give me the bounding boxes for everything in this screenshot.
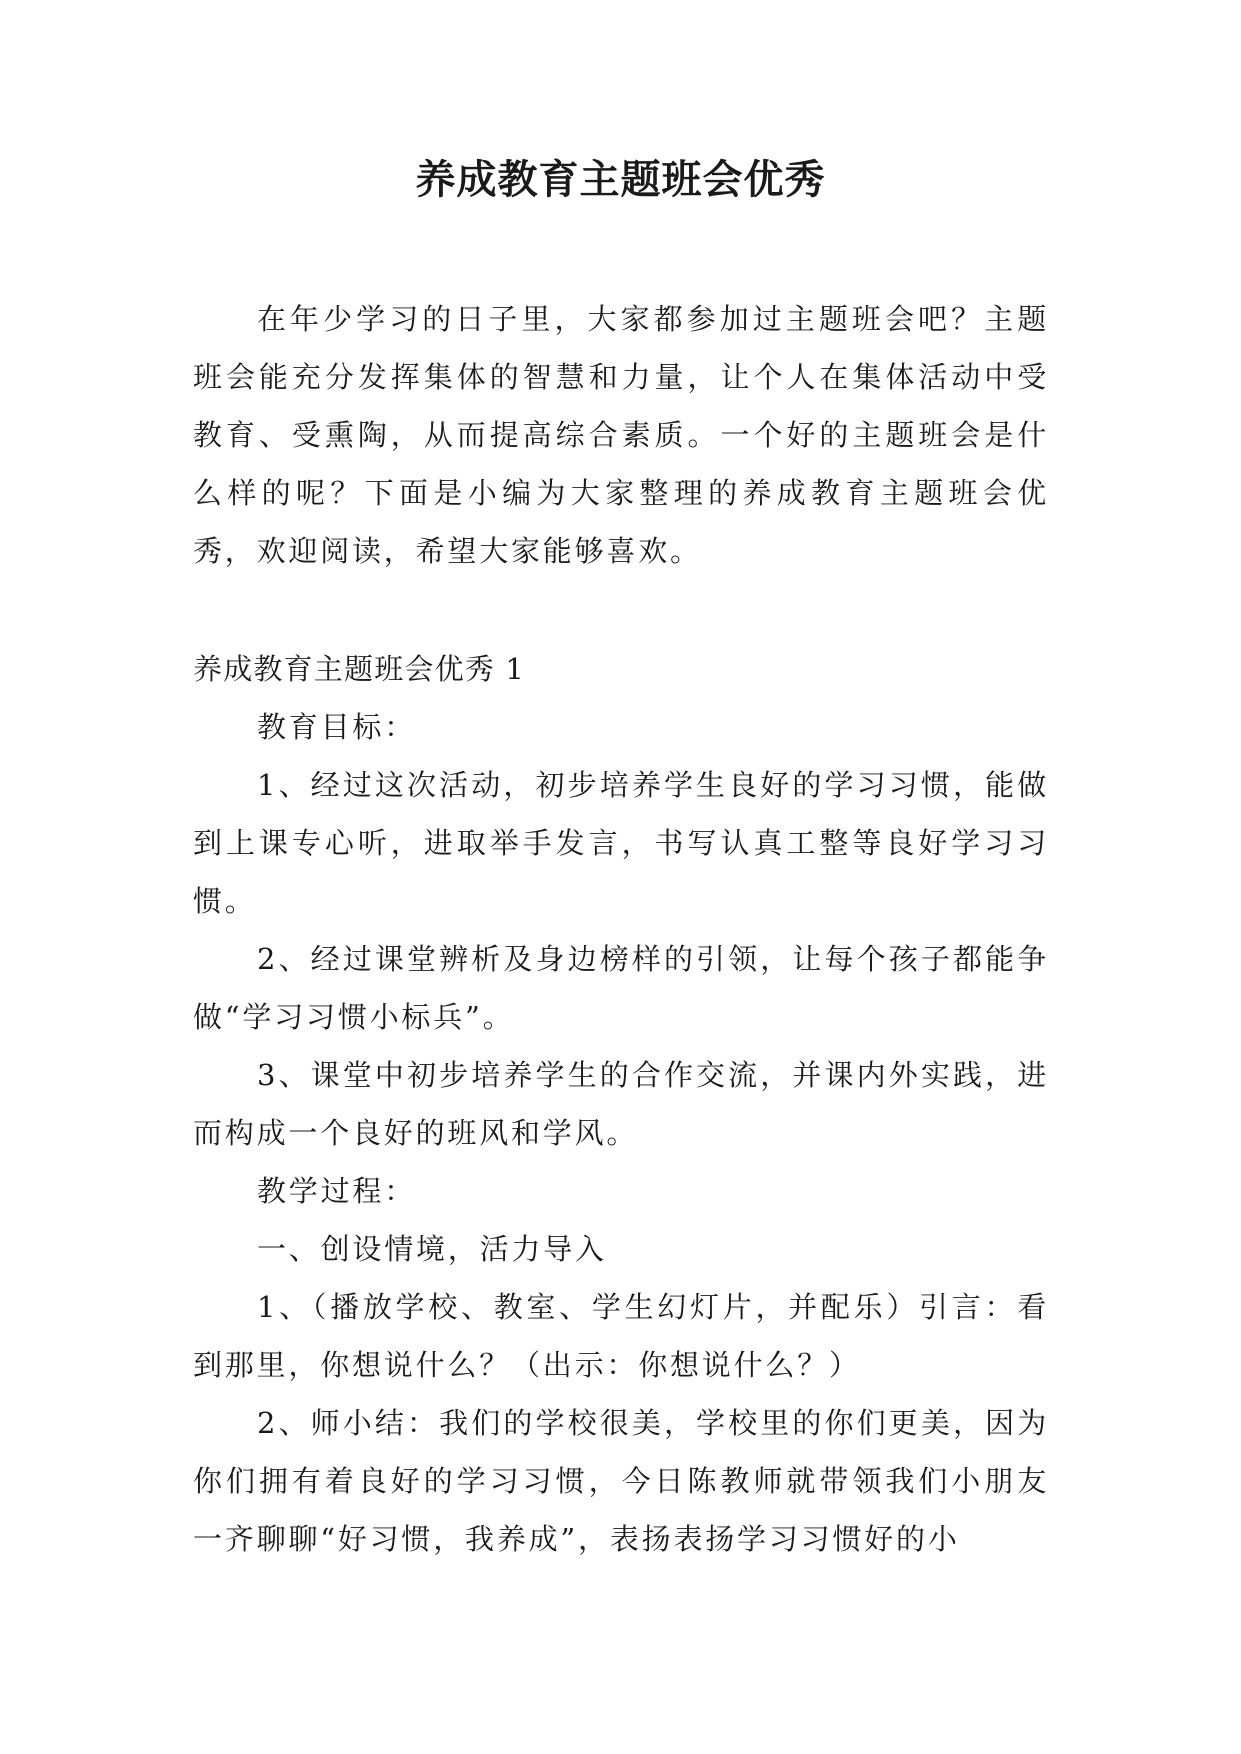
paragraph-goal-2: 2、经过课堂辨析及身边榜样的引领，让每个孩子都能争做“学习习惯小标兵”。 bbox=[193, 942, 1049, 1034]
section-content bbox=[193, 698, 1049, 1568]
intro-paragraph: 在年少学习的日子里，大家都参加过主题班会吧？主题班会能充分发挥集体的智慧和力量，让个人在集体活动中受教育、受熏陶，从而提高综合素质。一个好的主题班会是什么样的呢？下面是小编为大家整理的养成教育主题班会优秀，欢迎阅读，希望大家能够喜欢。 bbox=[193, 302, 1049, 568]
document-title: 养成教育主题班会优秀 bbox=[415, 156, 826, 203]
paragraph-goal-3: 3、课堂中初步培养学生的合作交流，并课内外实践，进而构成一个良好的班风和学风。 bbox=[193, 1058, 1049, 1150]
paragraph-teaching-process-label: 教学过程： bbox=[257, 1174, 417, 1208]
paragraph-step-2: 2、师小结：我们的学校很美，学校里的你们更美，因为你们拥有着良好的学习习惯，今日陈教师就带领我们小朋友一齐聊聊“好习惯，我养成”，表扬表扬学习习惯好的小 bbox=[193, 1406, 1049, 1556]
paragraph-step-1: 1、（播放学校、教室、学生幻灯片，并配乐）引言：看到那里，你想说什么？（出示：你想说什么？） bbox=[193, 1290, 1049, 1382]
paragraph-education-goals-label: 教育目标： bbox=[257, 710, 417, 744]
section-heading: 养成教育主题班会优秀 1 bbox=[193, 652, 526, 686]
paragraph-step-heading: 一、创设情境，活力导入 bbox=[257, 1232, 607, 1266]
paragraph-goal-1: 1、经过这次活动，初步培养学生良好的学习习惯，能做到上课专心听，进取举手发言，书写认真工整等良好学习习惯。 bbox=[193, 768, 1049, 918]
